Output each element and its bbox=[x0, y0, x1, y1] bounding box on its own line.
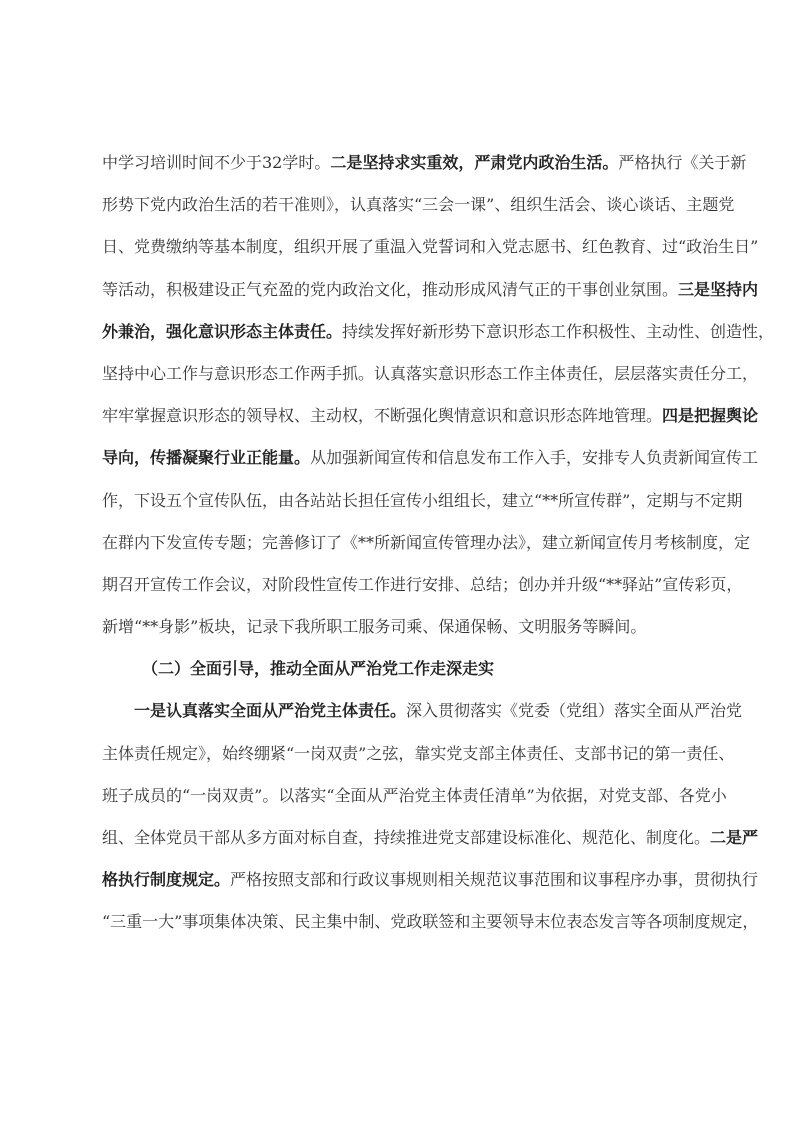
text-line bbox=[102, 775, 727, 817]
text-segment: 新增“**身影”板块，记录下我所职工服务司乘、保通保畅、文明服务等瞬间。 bbox=[102, 617, 647, 637]
text-segment: （二）全面引导，推动全面从严治党工作走深走实 bbox=[142, 659, 495, 679]
text-line bbox=[102, 606, 692, 648]
text-line bbox=[102, 142, 747, 184]
text-line bbox=[102, 269, 759, 311]
text-segment: 严格按照支部和行政议事规则相关规范议事范围和议事程序办事，贯彻执行 bbox=[230, 870, 759, 890]
bold-text: 一是认真落实全面从严治党主体责任。 bbox=[134, 701, 407, 721]
bold-text: 格执行制度规定。 bbox=[102, 870, 231, 890]
section-heading bbox=[102, 648, 692, 690]
paragraph bbox=[102, 142, 775, 648]
text-line bbox=[102, 564, 743, 606]
bold-text: 二是严 bbox=[710, 828, 759, 847]
text-line bbox=[102, 395, 759, 437]
text-segment: 形势下党内政治生活的若干准则》，认真落实“三会一课”、组织生活会、谈心谈话、主题党 bbox=[102, 195, 735, 215]
text-line bbox=[102, 226, 759, 268]
text-line bbox=[102, 311, 775, 353]
text-segment: 在群内下发宣传专题；完善修订了《**所新闻宣传管理办法》，建立新闻宣传月考核制度，定 bbox=[102, 532, 751, 552]
text-line bbox=[102, 648, 692, 690]
text-line bbox=[102, 437, 759, 479]
text-line bbox=[102, 690, 743, 732]
bold-text: 三是坚持内 bbox=[678, 279, 759, 299]
text-segment: 日、党费缴纳等基本制度，组织开展了重温入党誓词和入党志愿书、红色教育、过“政治生日” bbox=[102, 237, 759, 257]
text-line bbox=[102, 901, 759, 943]
text-segment: 深入贯彻落实《党委（党组）落实全面从严治党 bbox=[406, 701, 743, 721]
text-segment: 严格执行《关于新 bbox=[618, 153, 747, 172]
text-line bbox=[102, 184, 735, 226]
text-segment: 牢牢掌握意识形态的领导权、主动权，不断强化舆情意识和意识形态阵地管理。 bbox=[102, 406, 663, 426]
text-segment: 等活动，积极建设正气充盈的党内政治文化，推动形成风清气正的干事创业氛围。 bbox=[102, 279, 679, 299]
paragraph bbox=[102, 690, 759, 943]
text-segment: “三重一大”事项集体决策、民主集中制、党政联签和主要领导末位表态发言等各项制度规定， bbox=[102, 912, 759, 932]
text-line bbox=[102, 859, 759, 901]
bold-text: 四是把握舆论 bbox=[662, 406, 759, 426]
text-line bbox=[102, 733, 735, 775]
text-line bbox=[102, 522, 751, 564]
text-line bbox=[102, 480, 743, 522]
text-segment: 作，下设五个宣传队伍，由各站站长担任宣传小组组长，建立“**所宣传群”，定期与不定期 bbox=[102, 490, 743, 510]
text-segment: 中学习培训时间不少于32学时。 bbox=[102, 153, 331, 172]
document-page bbox=[102, 142, 775, 944]
text-segment: 持续发挥好新形势下意识形态工作积极性、主动性、创造性， bbox=[342, 321, 775, 341]
text-segment: 期召开宣传工作会议，对阶段性宣传工作进行安排、总结；创办并升级“**驿站”宣传彩页， bbox=[102, 574, 743, 594]
text-segment: 组、全体党员干部从多方面对标自查，持续推进党支部建设标准化、规范化、制度化。 bbox=[102, 828, 711, 847]
bold-text: 二是坚持求实重效，严肃党内政治生活。 bbox=[330, 153, 619, 172]
text-line bbox=[102, 817, 759, 859]
text-segment: 从加强新闻宣传和信息发布工作入手，安排专人负责新闻宣传工 bbox=[310, 448, 759, 468]
text-segment: 坚持中心工作与意识形态工作两手抓。认真落实意识形态工作主体责任，层层落实责任分工， bbox=[102, 363, 759, 383]
text-segment: 班子成员的“一岗双责”。以落实“全面从严治党主体责任清单”为依据，对党支部、各党小 bbox=[102, 785, 727, 805]
text-segment: 主体责任规定》，始终绷紧“一岗双责”之弦，靠实党支部主体责任、支部书记的第一责任、 bbox=[102, 743, 735, 763]
bold-text: 导向，传播凝聚行业正能量。 bbox=[102, 448, 311, 468]
bold-text: 外兼治，强化意识形态主体责任。 bbox=[102, 321, 343, 341]
text-line bbox=[102, 353, 759, 395]
